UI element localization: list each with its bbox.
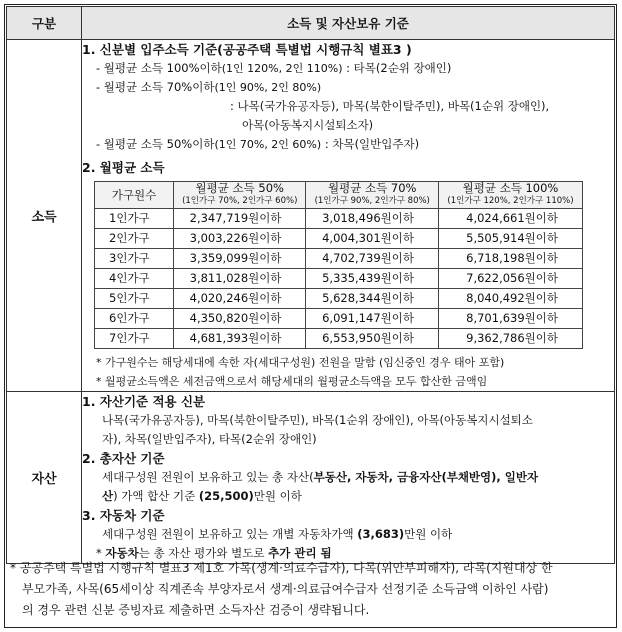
income-section1-title: 1. 신분별 입주소득 기준(공공주택 특별법 시행규칙 별표3 ) [82, 42, 412, 57]
line-100-tail: : 타목(2순위 장애인) [342, 61, 452, 75]
table-row [95, 329, 583, 349]
income-line-70 [82, 78, 614, 97]
th-70-sub: (1인가구 90%, 2인가구 80%) [314, 196, 430, 206]
cell-50: 2,347,719원이하 [174, 209, 306, 229]
cell-100: 8,040,492원이하 [438, 289, 582, 309]
cell-household: 6인가구 [95, 309, 174, 329]
table-row [95, 229, 583, 249]
income-line-100 [82, 59, 614, 78]
table-row [95, 249, 583, 269]
asset-section2-title: 2. 총자산 기준 [82, 451, 165, 466]
footer-line1: * 공공주택 특별법 시행규칙 별표3 제1호 가목(생계·의료수급자), 다목(위안부피해자), 라목(지원대상 한 [10, 561, 553, 575]
s3-l1a: 세대구성원 전원이 보유하고 있는 개별 자동차가액 [102, 527, 358, 541]
cell-50: 4,350,820원이하 [174, 309, 306, 329]
s2-l2b: ) 가액 합산 기준 [113, 489, 199, 503]
th-70 [306, 182, 438, 209]
income-note-household: * 가구원수는 해당세대에 속한 자(세대구성원) 전원을 말함 (임신중인 경우 태아 포함) [96, 356, 505, 369]
th-100-sub: (1인가구 120%, 2인가구 110%) [447, 196, 574, 206]
cell-50: 3,003,226원이하 [174, 229, 306, 249]
cell-70: 5,335,439원이하 [306, 269, 438, 289]
th-household: 가구원수 [95, 182, 174, 209]
line-70-paren: (1인 90%, 2인 80%) [214, 81, 322, 94]
cell-100: 8,701,639원이하 [438, 309, 582, 329]
table-row [95, 209, 583, 229]
s3-n4: 추가 관리 됨 [268, 546, 332, 560]
s3-l1c: 만원 이하 [404, 527, 453, 541]
cell-100: 6,718,198원이하 [438, 249, 582, 269]
cell-50: 3,811,028원이하 [174, 269, 306, 289]
cell-70: 4,004,301원이하 [306, 229, 438, 249]
asset-s2-line1 [82, 468, 614, 487]
line-100-paren: (1인 120%, 2인 110%) [221, 62, 343, 75]
cell-household: 4인가구 [95, 269, 174, 289]
cell-50: 3,359,099원이하 [174, 249, 306, 269]
th-50 [174, 182, 306, 209]
header-row [7, 7, 615, 40]
asset-section1-title: 1. 자산기준 적용 신분 [82, 394, 206, 409]
s2-l2d: 만원 이하 [253, 489, 302, 503]
header-category: 구분 [7, 7, 82, 40]
income-section2-title: 2. 월평균 소득 [82, 160, 165, 175]
s2-l1a: 세대구성원 전원이 보유하고 있는 총 자산( [102, 470, 314, 484]
s2-l1b: 부동산, 자동차, 금융자산(부채반영), 일반자 [313, 470, 539, 484]
s2-l2a: 산 [102, 489, 114, 503]
asset-category: 자산 [7, 392, 82, 564]
header-criteria: 소득 및 자산보유 기준 [82, 7, 615, 40]
cell-household: 2인가구 [95, 229, 174, 249]
cell-100: 4,024,661원이하 [438, 209, 582, 229]
income-note-monthly: * 월평균소득액은 세전금액으로서 해당세대의 월평균소득액을 모두 합산한 금액임 [96, 375, 488, 388]
asset-s1-line1: 나목(국가유공자등), 마목(북한이탈주민), 바목(1순위 장애인), 아목(아동복지시설퇴소 [102, 413, 533, 427]
cell-household: 1인가구 [95, 209, 174, 229]
income-line-70-tail1: : 나목(국가유공자등), 마목(북한이탈주민), 바목(1순위 장애인), [230, 99, 550, 113]
income-table [94, 181, 583, 349]
footer-line3: 의 경우 관련 신분 증빙자료 제출하면 소득자산 검증이 생략됩니다. [22, 603, 370, 617]
criteria-table [6, 6, 615, 564]
cell-70: 6,553,950원이하 [306, 329, 438, 349]
asset-row [7, 392, 615, 564]
line-100-main: - 월평균 소득 100%이하 [96, 61, 222, 75]
line-50-tail: : 차목(일반입주자) [321, 137, 420, 151]
income-category: 소득 [7, 40, 82, 392]
income-table-header [95, 182, 583, 209]
th-70-label: 월평균 소득 70% [328, 181, 417, 195]
cell-70: 3,018,496원이하 [306, 209, 438, 229]
table-row [95, 309, 583, 329]
cell-100: 9,362,786원이하 [438, 329, 582, 349]
cell-70: 6,091,147원이하 [306, 309, 438, 329]
income-line-50 [82, 135, 614, 154]
s3-n3: 는 총 자산 평가와 별도로 [138, 546, 269, 560]
cell-70: 5,628,344원이하 [306, 289, 438, 309]
cell-100: 7,622,056원이하 [438, 269, 582, 289]
line-50-main: - 월평균 소득 50%이하 [96, 137, 215, 151]
th-50-label: 월평균 소득 50% [195, 181, 284, 195]
footer-note [10, 558, 612, 621]
cell-50: 4,681,393원이하 [174, 329, 306, 349]
income-line-70-tail2: 아목(아동복지시설퇴소자) [242, 118, 374, 132]
th-100 [438, 182, 582, 209]
income-row [7, 40, 615, 392]
table-row [95, 289, 583, 309]
asset-s1-line2: 자), 차목(일반입주자), 타목(2순위 장애인) [102, 432, 317, 446]
line-50-paren: (1인 70%, 2인 60%) [214, 138, 322, 151]
asset-s3-line1 [82, 525, 614, 544]
s3-n2: 자동차 [105, 546, 139, 560]
th-50-sub: (1인가구 70%, 2인가구 60%) [182, 196, 298, 206]
cell-50: 4,020,246원이하 [174, 289, 306, 309]
income-body [82, 40, 615, 392]
asset-section3-title: 3. 자동차 기준 [82, 508, 165, 523]
asset-s2-line2 [82, 487, 614, 506]
footer-line2: 부모가족, 사목(65세이상 직계존속 부양자로서 생계·의료급여수급자 선정기준 소득금액 이하인 사람) [22, 582, 549, 596]
s3-n1: * [96, 546, 106, 560]
cell-household: 7인가구 [95, 329, 174, 349]
line-70-main: - 월평균 소득 70%이하 [96, 80, 215, 94]
s2-l2c: (25,500) [198, 489, 254, 503]
table-row [95, 269, 583, 289]
cell-100: 5,505,914원이하 [438, 229, 582, 249]
s3-l1b: (3,683) [357, 527, 405, 541]
cell-household: 5인가구 [95, 289, 174, 309]
cell-70: 4,702,739원이하 [306, 249, 438, 269]
th-100-label: 월평균 소득 100% [462, 181, 559, 195]
asset-body [82, 392, 615, 564]
cell-household: 3인가구 [95, 249, 174, 269]
